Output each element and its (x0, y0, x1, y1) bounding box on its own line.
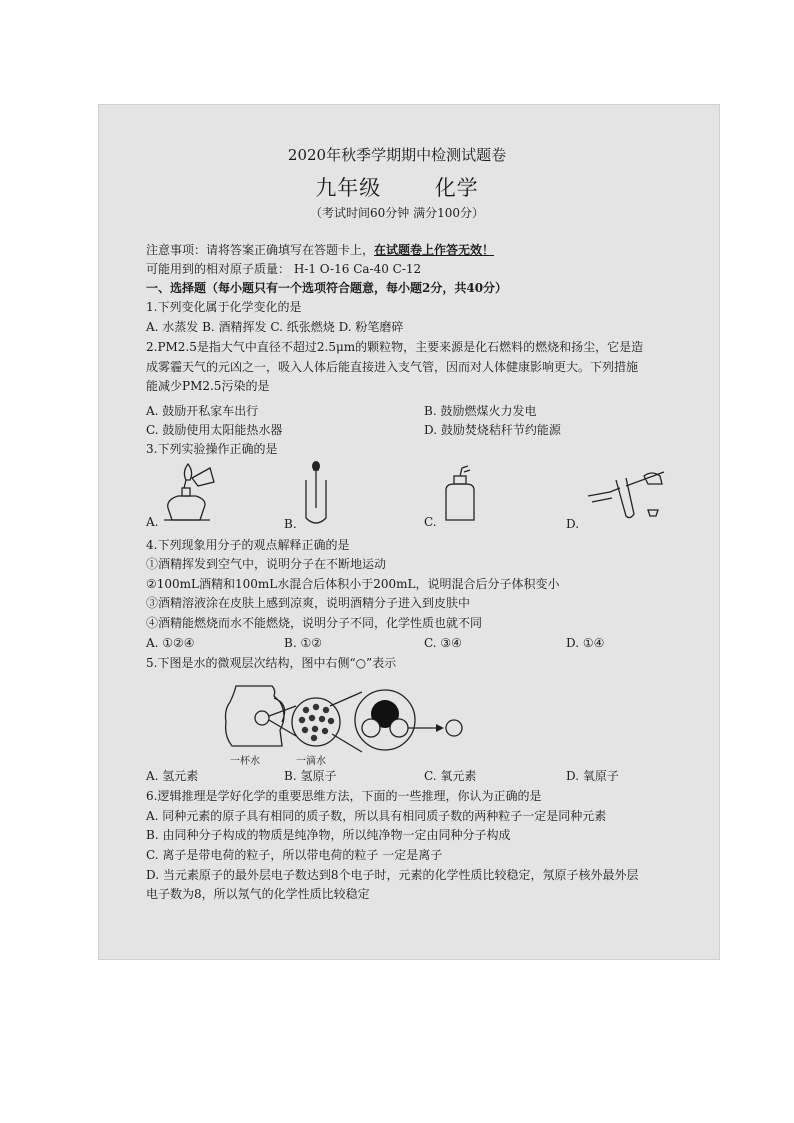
q4-statement-2: ②100mL酒精和100mL水混合后体积小于200mL，说明混合后分子体积变小 (146, 577, 560, 591)
q4-option-b: B. ①② (284, 636, 322, 650)
q3-stem: 3.下列实验操作正确的是 (146, 442, 278, 456)
notes-emphasis: 在试题卷上作答无效！ (374, 243, 495, 257)
dropper-test-tube-figure (296, 460, 336, 528)
q2-option-d: D. 鼓励焚烧秸秆节约能源 (424, 423, 561, 437)
q5-option-d: D. 氧原子 (566, 769, 619, 783)
gas-bottle-figure (440, 464, 480, 526)
q3-label-b: B. (284, 517, 297, 531)
figure-label-drop: 一滴水 (296, 756, 326, 767)
section-heading: 一、选择题（每小题只有一个选项符合题意，每小题2分，共40分） (146, 281, 508, 295)
alcohol-lamp-figure (160, 460, 216, 526)
q4-option-d: D. ①④ (566, 636, 605, 650)
q4-statement-4: ④酒精能燃烧而水不能燃烧，说明分子不同，化学性质也就不同 (146, 616, 483, 630)
q4-option-a: A. ①②④ (146, 636, 195, 650)
notes-prefix: 注意事项：请将答案正确填写在答题卡上， (146, 243, 375, 257)
notes-line (146, 242, 494, 258)
q6-option-d-line2: 电子数为8，所以氖气的化学性质比较稳定 (146, 887, 370, 901)
q4-statement-1: ①酒精挥发到空气中，说明分子在不断地运动 (146, 557, 387, 571)
q2-stem-line3: 能减少PM2.5污染的是 (146, 379, 270, 393)
q4-option-c: C. ③④ (424, 636, 462, 650)
exam-info: （考试时间60分钟 满分100分） (310, 206, 484, 220)
q6-option-c: C. 离子是带电荷的粒子，所以带电荷的粒子 一定是离子 (146, 848, 443, 862)
exam-title: 2020年秋季学期期中检测试题卷 (287, 146, 507, 164)
subject-label: 化学 (434, 176, 479, 200)
q2-stem-line2: 成雾霾天气的元凶之一，吸入人体后能直接进入支气管，因而对人体健康影响更大。下列措施 (146, 360, 639, 374)
q1-options: A. 水蒸发 B. 酒精挥发 C. 纸张燃烧 D. 粉笔磨碎 (146, 320, 404, 334)
powder-test-tube-figure (586, 462, 676, 526)
q2-stem-line1: 2.PM2.5是指大气中直径不超过2.5μm的颗粒物，主要来源是化石燃料的燃烧和扬尘，它是造 (146, 340, 644, 354)
q2-option-c: C. 鼓励使用太阳能热水器 (146, 423, 283, 437)
q6-option-d-line1: D. 当元素原子的最外层电子数达到8个电子时，元素的化学性质比较稳定，氖原子核外最外层 (146, 868, 639, 882)
q6-option-a: A. 同种元素的原子具有相同的质子数，所以具有相同质子数的两种粒子一定是同种元素 (146, 809, 607, 823)
q5-option-c: C. 氧元素 (424, 769, 477, 783)
q1-stem: 1.下列变化属于化学变化的是 (146, 300, 302, 314)
figure-label-cup: 一杯水 (230, 756, 260, 767)
q5-option-b: B. 氢原子 (284, 769, 337, 783)
q6-stem: 6.逻辑推理是学好化学的重要思维方法，下面的一些推理，你认为正确的是 (146, 789, 542, 803)
q3-label-a: A. (146, 515, 159, 529)
grade-label: 九年级 (315, 176, 382, 200)
q4-stem: 4.下列现象用分子的观点解释正确的是 (146, 538, 350, 552)
grade-subject-heading (0, 172, 794, 202)
atomic-masses: 可能用到的相对原子质量： H-1 O-16 Ca-40 C-12 (146, 262, 422, 276)
q3-label-c: C. (424, 515, 437, 529)
q2-option-a: A. 鼓励开私家车出行 (146, 404, 259, 418)
q4-statement-3: ③酒精溶液涂在皮肤上感到凉爽，说明酒精分子进入到皮肤中 (146, 596, 471, 610)
q5-option-a: A. 氢元素 (146, 769, 199, 783)
q3-label-d: D. (566, 517, 580, 531)
q2-option-b: B. 鼓励燃煤火力发电 (424, 404, 537, 418)
q5-stem: 5.下图是水的微观层次结构，图中右侧“○”表示 (146, 656, 397, 670)
q6-option-b: B. 由同种分子构成的物质是纯净物，所以纯净物一定由同种分子构成 (146, 828, 511, 842)
